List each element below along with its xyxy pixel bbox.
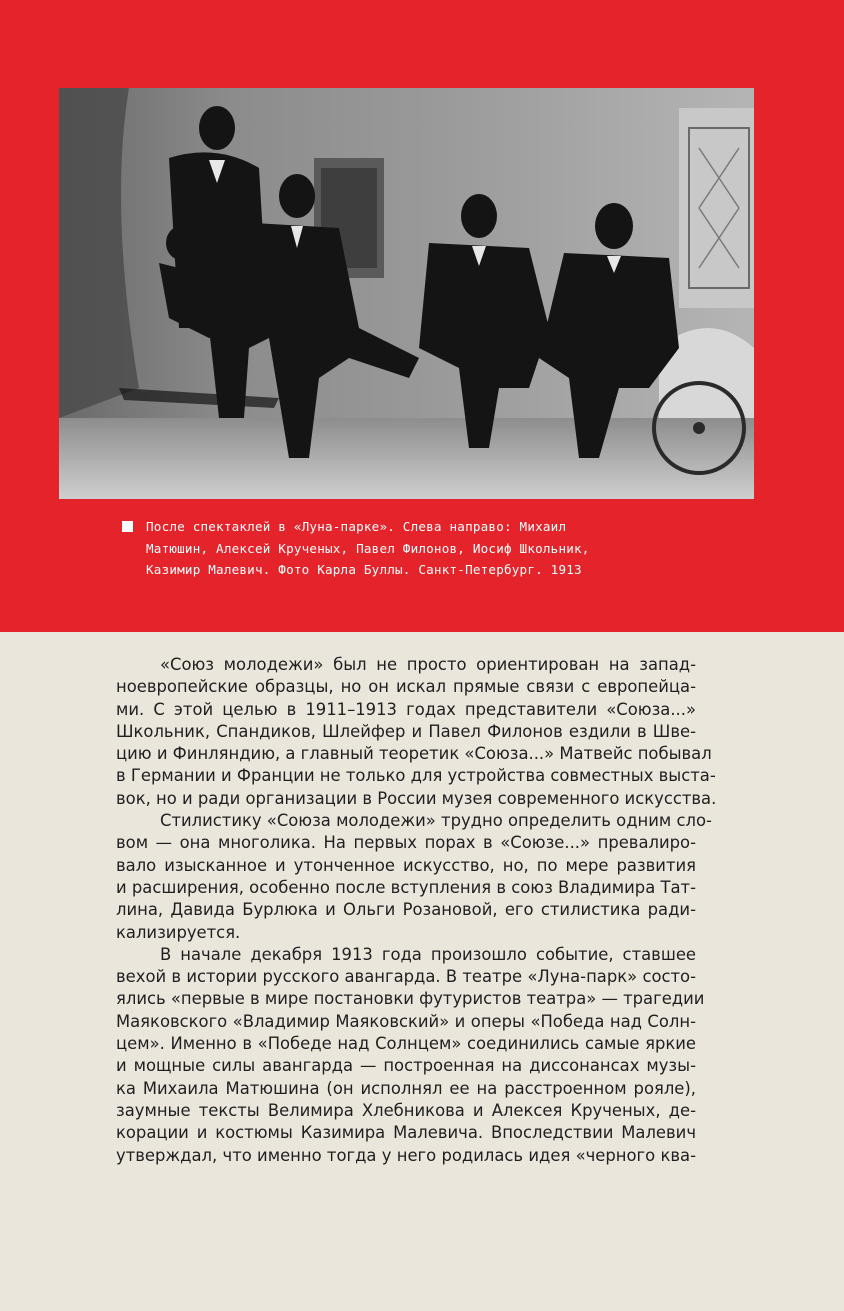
body-line: цем». Именно в «Победе над Солнцем» соединились самые яркие — [116, 1034, 696, 1054]
body-line: вом — она многолика. На первых порах в «Союзе...» превалиро- — [116, 833, 696, 853]
photo-caption — [122, 516, 762, 581]
body-line: лина, Давида Бурлюка и Ольги Розановой, его стилистика ради- — [116, 900, 696, 920]
body-line: утверждал, что именно тогда у него родилась идея «черного ква- — [116, 1145, 696, 1165]
body-line: заумные тексты Велимира Хлебникова и Алексея Крученых, де- — [116, 1100, 696, 1120]
body-line: вехой в истории русского авангарда. В театре «Луна-парк» состо- — [116, 967, 696, 987]
body-line: корации и костюмы Казимира Малевича. Впоследствии Малевич — [116, 1123, 696, 1143]
caption-line: После спектаклей в «Луна-парке». Слева направо: Михаил — [146, 519, 567, 534]
body-line: и мощные силы авангарда — построенная на диссонансах музы- — [116, 1056, 696, 1076]
body-line: В начале декабря 1913 года произошло событие, ставшее — [160, 944, 696, 964]
body-line: вок, но и ради организации в России музея современного искусства. — [116, 788, 717, 808]
body-line: кализируется. — [116, 922, 241, 942]
body-line: ми. С этой целью в 1911–1913 годах представители «Союза...» — [116, 699, 696, 719]
body-line: «Союз молодежи» был не просто ориентирован на запад- — [160, 655, 696, 674]
body-line: Маяковского «Владимир Маяковский» и оперы «Победа над Солн- — [116, 1011, 696, 1031]
body-line: и расширения, особенно после вступления в союз Владимира Тат- — [116, 877, 696, 897]
body-text — [116, 654, 717, 1167]
body-line: цию и Финляндию, а главный теоретик «Союза...» Матвейс побывал — [116, 744, 712, 764]
caption-line: Матюшин, Алексей Крученых, Павел Филонов, Иосиф Школьник, — [146, 540, 590, 556]
body-line: вало изысканное и утонченное искусство, но, по мере развития — [116, 855, 696, 875]
body-line: ноевропейские образцы, но он искал прямые связи с европейца- — [116, 677, 696, 697]
body-line: ка Михаила Матюшина (он исполнял ее на расстроенном рояле), — [116, 1078, 696, 1098]
body-line: ялись «первые в мире постановки футуристов театра» — трагедии — [116, 989, 705, 1009]
caption-line: Казимир Малевич. Фото Карла Буллы. Санкт-Петербург. 1913 — [146, 562, 582, 577]
body-line: в Германии и Франции не только для устройства совместных выста- — [116, 766, 716, 786]
body-line: Стилистику «Союза молодежи» трудно определить одним сло- — [160, 811, 712, 831]
group-photo — [59, 88, 754, 499]
body-line: Школьник, Спандиков, Шлейфер и Павел Филонов ездили в Шве- — [116, 721, 696, 741]
photo-image — [59, 88, 754, 499]
